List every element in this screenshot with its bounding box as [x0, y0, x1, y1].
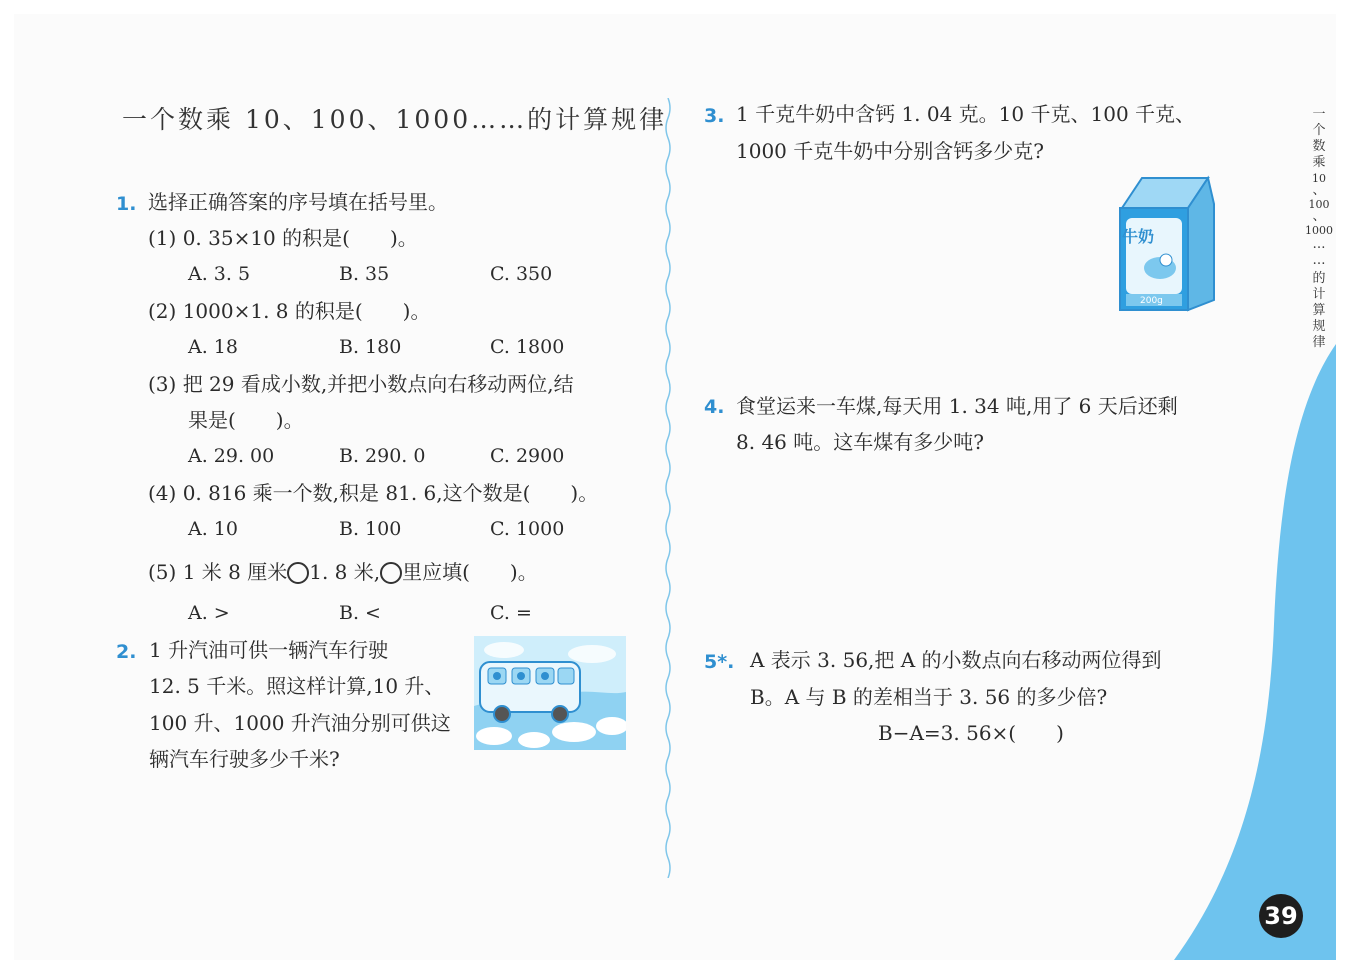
q1-p3-option-a: A. 29. 00	[188, 445, 275, 467]
q4-number: 4.	[704, 396, 725, 418]
side-title-char: 一	[1312, 107, 1326, 122]
q3-number: 3.	[704, 105, 725, 127]
q2-line-1: 1 升汽油可供一辆汽车行驶	[149, 638, 389, 662]
q1-p4-option-c: C. 1000	[490, 518, 565, 540]
side-title-char: 律	[1312, 335, 1326, 350]
q2-line-3: 100 升、1000 升汽油分别可供这	[149, 711, 451, 735]
q1-p4-stem: (4) 0. 816 乘一个数,积是 81. 6,这个数是( )。	[148, 481, 599, 505]
q5-number: 5*.	[704, 651, 735, 673]
q2-number: 2.	[116, 641, 137, 663]
q1-p2-option-a: A. 18	[188, 336, 238, 358]
q1-p1-option-c: C. 350	[490, 263, 553, 285]
side-title-char: 10	[1312, 172, 1326, 185]
q1-p1-option-a: A. 3. 5	[188, 263, 251, 285]
page-title: 一个数乘 10、100、1000……的计算规律	[122, 105, 668, 134]
q2-line-4: 辆汽车行驶多少千米?	[149, 747, 340, 771]
side-title-char: 1000	[1305, 224, 1333, 237]
q1-p5-stem-part-c: 里应填( )。	[402, 560, 538, 584]
q1-p4-option-b: B. 100	[339, 518, 402, 540]
answer-circle	[380, 562, 402, 584]
side-title-char: 个	[1312, 123, 1326, 138]
q1-p1-option-b: B. 35	[339, 263, 390, 285]
milk-carton-illustration	[1114, 174, 1224, 314]
q1-p3-option-b: B. 290. 0	[339, 445, 426, 467]
q1-p3-stem-line1: (3) 把 29 看成小数,并把小数点向右移动两位,结	[148, 372, 574, 396]
side-title-char: 、	[1312, 209, 1326, 224]
side-title-char: 的	[1312, 271, 1326, 286]
side-title-char: 、	[1312, 183, 1326, 198]
q4-line-2: 8. 46 吨。这车煤有多少吨?	[736, 430, 984, 454]
side-title-char: …	[1312, 237, 1326, 252]
blue-swoosh-decoration	[1144, 344, 1336, 960]
q2-line-2: 12. 5 千米。照这样计算,10 升、	[149, 674, 445, 698]
q1-p2-option-c: C. 1800	[490, 336, 565, 358]
q1-p3-stem-line2: 果是( )。	[188, 408, 304, 432]
q1-p2-option-b: B. 180	[339, 336, 402, 358]
q1-number: 1.	[116, 193, 137, 215]
carton-label: 牛奶	[1122, 227, 1155, 246]
page-number: 39	[1259, 894, 1303, 938]
q3-line-2: 1000 千克牛奶中分别含钙多少克?	[736, 139, 1044, 163]
q1-p5-option-a: A. >	[188, 602, 230, 624]
q5-line-1: A 表示 3. 56,把 A 的小数点向右移动两位得到	[750, 648, 1162, 672]
bus-illustration	[474, 636, 626, 750]
q1-p3-option-c: C. 2900	[490, 445, 565, 467]
q5-formula: B−A=3. 56×( )	[878, 721, 1064, 745]
side-title-char: 计	[1312, 287, 1326, 302]
q5-line-2: B。A 与 B 的差相当于 3. 56 的多少倍?	[750, 685, 1108, 709]
side-title-char: 算	[1312, 303, 1326, 318]
column-divider	[664, 98, 672, 878]
q1-p5-option-c: C. =	[490, 602, 532, 624]
side-title-char: 100	[1308, 198, 1330, 211]
q1-p5-stem-part-a: (5) 1 米 8 厘米	[148, 560, 288, 584]
q1-p1-stem: (1) 0. 35×10 的积是( )。	[148, 226, 418, 250]
carton-weight: 200g	[1140, 296, 1163, 306]
q1-stem: 选择正确答案的序号填在括号里。	[148, 190, 448, 214]
answer-circle	[287, 562, 309, 584]
q1-p5-option-b: B. <	[339, 602, 381, 624]
q4-line-1: 食堂运来一车煤,每天用 1. 34 吨,用了 6 天后还剩	[736, 394, 1178, 418]
side-title-char: 数	[1312, 139, 1326, 154]
q1-p4-option-a: A. 10	[188, 518, 238, 540]
q1-p2-stem: (2) 1000×1. 8 的积是( )。	[148, 299, 431, 323]
workbook-page	[14, 14, 1336, 960]
q1-p5-stem	[148, 560, 538, 584]
q3-line-1: 1 千克牛奶中含钙 1. 04 克。10 千克、100 千克、	[736, 102, 1196, 126]
side-title-char: 规	[1312, 319, 1326, 334]
side-title-char: 乘	[1312, 155, 1326, 170]
side-title-char: …	[1312, 253, 1326, 268]
q1-p5-stem-part-b: 1. 8 米,	[309, 560, 381, 584]
